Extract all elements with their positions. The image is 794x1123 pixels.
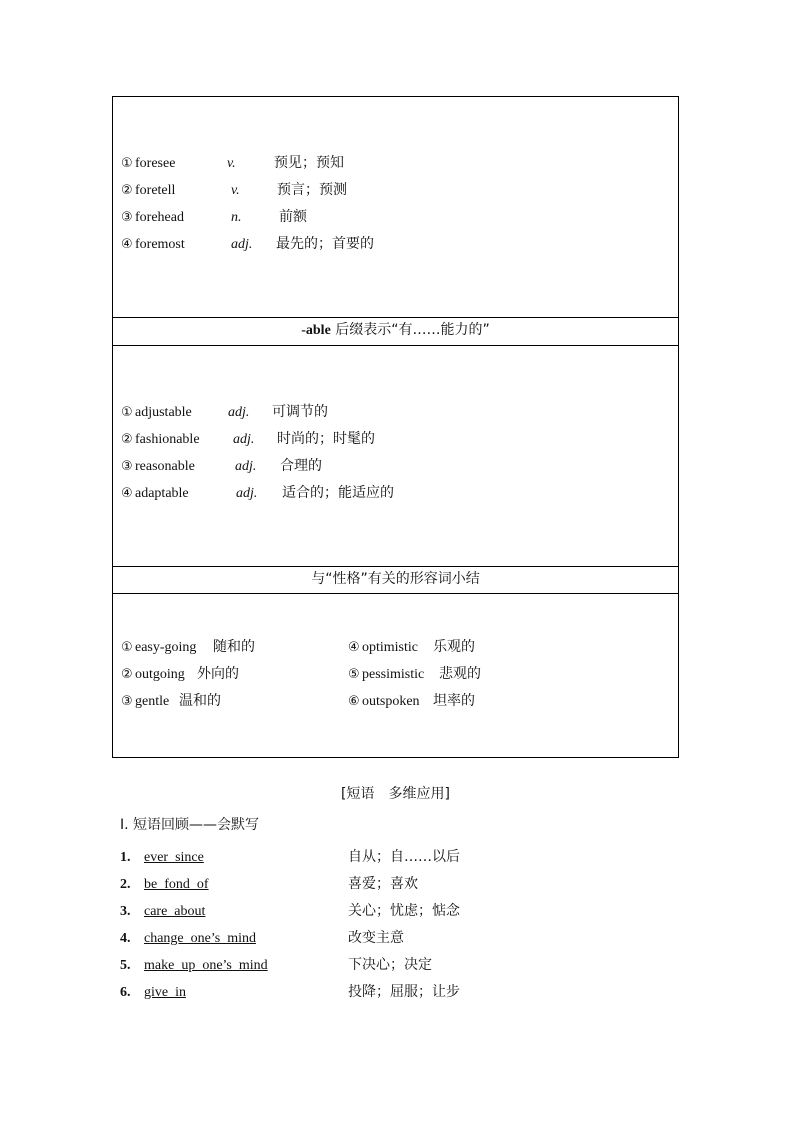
item-meaning: 合理的 xyxy=(280,458,322,474)
item-number: ② xyxy=(121,183,133,198)
item-number: ③ xyxy=(121,210,133,225)
header-bold: -able xyxy=(301,323,331,338)
item-number: ③ xyxy=(121,459,133,474)
phrase-english: give in xyxy=(144,985,186,1000)
phrase-chinese: 下决心；决定 xyxy=(348,957,432,973)
phrase-chinese: 改变主意 xyxy=(348,930,404,946)
phrase-english: change one’s mind xyxy=(144,931,256,946)
item-number: ① xyxy=(121,405,133,420)
phrase-number: 1. xyxy=(120,850,131,865)
header-text: 后缀表示“有……能力的” xyxy=(330,322,490,338)
phrase-chinese: 自从；自……以后 xyxy=(348,849,460,865)
section-header: 与“性格”有关的形容词小结 xyxy=(311,571,480,587)
item-word: foretell xyxy=(135,183,176,198)
item-word: gentle xyxy=(135,694,170,709)
section-header xyxy=(113,317,678,344)
section-title: [短语 多维应用] xyxy=(341,786,450,802)
item-pos: n. xyxy=(231,210,242,225)
item-pos: adj. xyxy=(236,486,258,501)
phrase-chinese: 投降；屈服；让步 xyxy=(348,984,460,1000)
item-word: foresee xyxy=(135,156,176,171)
item-meaning: 时尚的；时髦的 xyxy=(277,431,375,447)
phrase-number: 2. xyxy=(120,877,131,892)
item-pos: adj. xyxy=(228,405,250,420)
item-number: ④ xyxy=(121,237,133,252)
table-divider xyxy=(113,593,678,594)
item-meaning: 随和的 xyxy=(213,639,255,655)
phrase-english: make up one’s mind xyxy=(144,958,268,973)
subsection-title: Ⅰ. 短语回顾——会默写 xyxy=(120,817,260,833)
item-word: foremost xyxy=(135,237,185,252)
item-word: optimistic xyxy=(362,640,418,655)
item-pos: adj. xyxy=(235,459,257,474)
item-meaning: 最先的；首要的 xyxy=(276,236,374,252)
phrase-chinese: 关心；忧虑；惦念 xyxy=(348,903,460,919)
item-number: ② xyxy=(121,667,133,682)
item-pos: v. xyxy=(231,183,240,198)
item-pos: adj. xyxy=(233,432,255,447)
phrase-number: 5. xyxy=(120,958,131,973)
phrase-number: 3. xyxy=(120,904,131,919)
item-meaning: 预言；预测 xyxy=(277,182,347,198)
item-number: ⑥ xyxy=(348,694,360,709)
item-word: forehead xyxy=(135,210,184,225)
item-meaning: 悲观的 xyxy=(439,666,481,682)
phrase-chinese: 喜爱；喜欢 xyxy=(348,876,418,892)
item-word: reasonable xyxy=(135,459,195,474)
item-meaning: 前额 xyxy=(279,209,307,225)
item-word: outspoken xyxy=(362,694,420,709)
item-number: ④ xyxy=(348,640,360,655)
item-pos: v. xyxy=(227,156,236,171)
item-pos: adj. xyxy=(231,237,253,252)
phrase-english: ever since xyxy=(144,850,204,865)
item-word: pessimistic xyxy=(362,667,425,682)
item-meaning: 可调节的 xyxy=(272,404,328,420)
item-meaning: 外向的 xyxy=(197,666,239,682)
item-meaning: 适合的；能适应的 xyxy=(282,485,394,501)
item-meaning: 温和的 xyxy=(179,693,221,709)
item-word: outgoing xyxy=(135,667,185,682)
item-number: ① xyxy=(121,640,133,655)
item-number: ④ xyxy=(121,486,133,501)
phrase-number: 4. xyxy=(120,931,131,946)
item-word: easy-going xyxy=(135,640,197,655)
item-number: ② xyxy=(121,432,133,447)
phrase-english: be fond of xyxy=(144,877,209,892)
table-divider xyxy=(113,345,678,346)
item-meaning: 预见；预知 xyxy=(274,155,344,171)
item-word: fashionable xyxy=(135,432,200,447)
item-meaning: 乐观的 xyxy=(433,639,475,655)
item-number: ① xyxy=(121,156,133,171)
item-word: adjustable xyxy=(135,405,192,420)
item-number: ③ xyxy=(121,694,133,709)
phrase-number: 6. xyxy=(120,985,131,1000)
vocabulary-table xyxy=(112,96,679,758)
item-word: adaptable xyxy=(135,486,189,501)
item-meaning: 坦率的 xyxy=(433,693,475,709)
item-number: ⑤ xyxy=(348,667,360,682)
phrase-english: care about xyxy=(144,904,206,919)
